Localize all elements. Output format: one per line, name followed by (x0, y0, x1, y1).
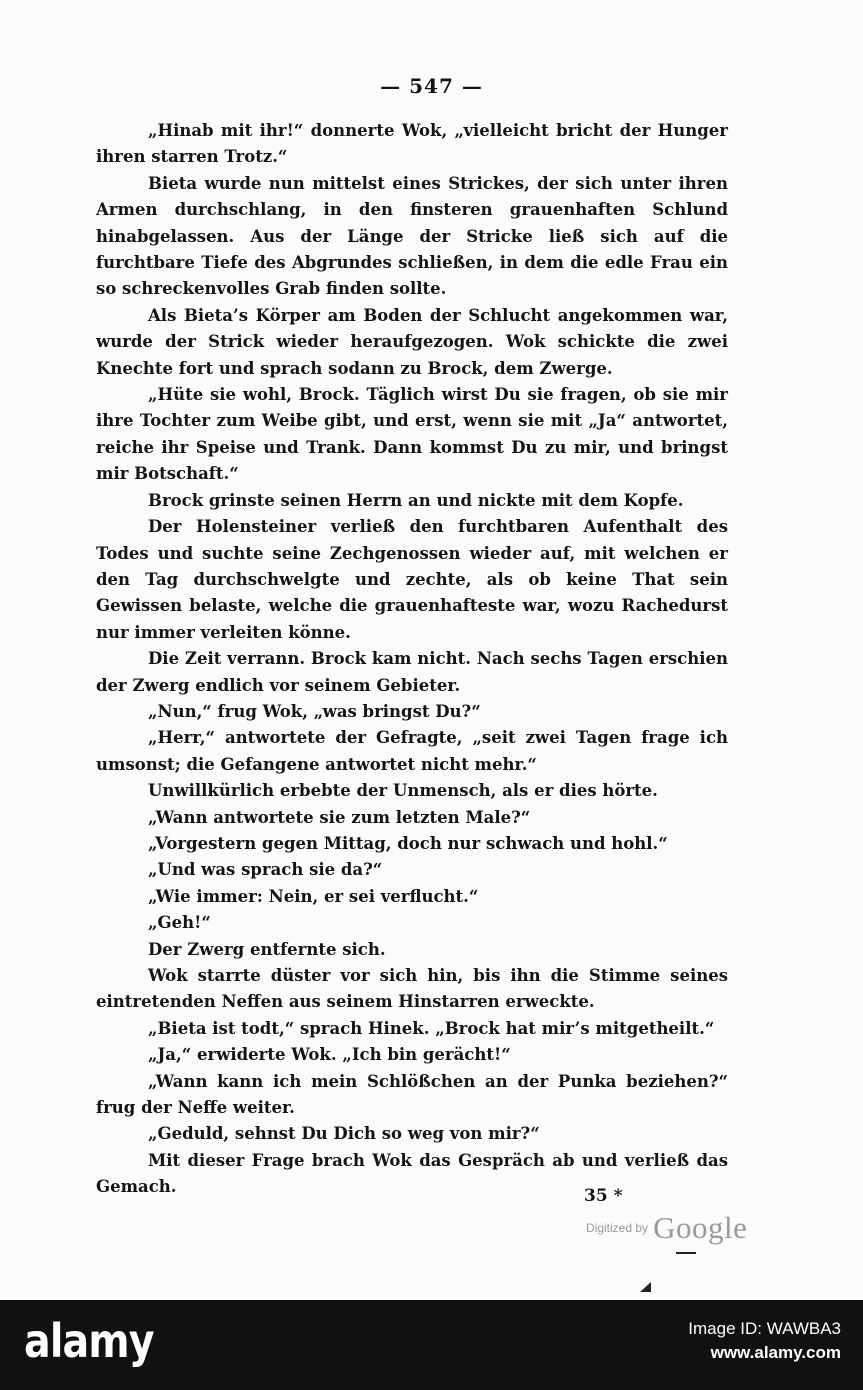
stock-watermark-bar (0, 1300, 863, 1390)
paragraph: Wok starrte düster vor sich hin, bis ihn die Stimme seines eintretenden Neffen aus seinem Hinstarren erweckte. (96, 966, 728, 1012)
paragraph: Der Holensteiner verließ den furchtbaren Aufenthalt des Todes und suchte seine Zechgenossen wieder auf, mit welchen er den Tag durchschwelgte und zechte, als ob keine That sein Gewissen belaste, welche die grauenhafteste war, wozu Rachedurst nur immer verleiten könne. (96, 517, 728, 642)
paragraph: Der Zwerg entfernte sich. (148, 939, 386, 959)
paragraph: „Hinab mit ihr!“ donnerte Wok, „vielleicht bricht der Hunger ihren starren Trotz.“ (96, 121, 728, 167)
paragraph: „Wann antwortete sie zum letzten Male?“ (148, 807, 531, 827)
paragraph: „Herr,“ antwortete der Gefragte, „seit zwei Tagen frage ich umsonst; die Gefangene antwortet nicht mehr.“ (96, 728, 728, 774)
alamy-logo: alamy (24, 1314, 154, 1368)
dash-mark (676, 1252, 696, 1254)
paragraph: „Wie immer: Nein, er sei verflucht.“ (148, 886, 479, 906)
site-url: www.alamy.com (710, 1343, 841, 1362)
signature-mark: 35 * (584, 1186, 623, 1206)
paragraph: Als Bieta’s Körper am Boden der Schlucht angekommen war, wurde der Strick wieder heraufgezogen. Wok schickte die zwei Knechte fort und sprach sodann zu Brock, dem Zwerge. (96, 305, 728, 378)
paragraph: „Vorgestern gegen Mittag, doch nur schwach und hohl.“ (148, 833, 668, 853)
paragraph: „Hüte sie wohl, Brock. Täglich wirst Du sie fragen, ob sie mir ihre Tochter zum Weibe gibt, und erst, wenn sie mit „Ja“ antwortet, reiche ihr Speise und Trank. Dann kommst Du zu mir, und bringst mir Botschaft.“ (96, 385, 728, 484)
paragraph: Brock grinste seinen Herrn an und nickte mit dem Kopfe. (148, 490, 684, 510)
body-text (96, 118, 728, 1201)
paragraph: „Wann kann ich mein Schlößchen an der Punka beziehen?“ frug der Neffe weiter. (96, 1071, 728, 1118)
image-id-label: Image ID: WAWBA3 (688, 1319, 841, 1338)
paragraph: „Und was sprach sie da?“ (148, 860, 383, 880)
corner-mark-icon (640, 1282, 652, 1292)
google-wordmark: Google (653, 1210, 748, 1245)
paragraph: Mit dieser Frage brach Wok das Gespräch ab und verließ das Gemach. (96, 1150, 728, 1197)
paragraph: Die Zeit verrann. Brock kam nicht. Nach sechs Tagen erschien der Zwerg endlich vor seinem Gebieter. (96, 649, 728, 695)
page-number: — 547 — (380, 74, 483, 98)
paragraph: „Nun,“ frug Wok, „was bringst Du?“ (148, 701, 481, 721)
paragraph: „Geh!“ (148, 913, 211, 933)
paragraph: „Geduld, sehnst Du Dich so weg von mir?“ (148, 1124, 540, 1144)
paragraph: Unwillkürlich erbebte der Unmensch, als er dies hörte. (148, 781, 658, 801)
paragraph: „Bieta ist todt,“ sprach Hinek. „Brock hat mir’s mitgetheilt.“ (148, 1018, 715, 1038)
paragraph: Bieta wurde nun mittelst eines Strickes, der sich unter ihren Armen durchschlang, in den finsteren grauenhaften Schlund hinabgelassen. Aus der Länge der Stricke ließ sich auf die furchtbare Tiefe des Abgrundes schließen, in dem die edle Frau ein so schreckenvolles Grab finden sollte. (96, 173, 728, 299)
paragraph: „Ja,“ erwiderte Wok. „Ich bin gerächt!“ (148, 1045, 511, 1065)
digitized-watermark (586, 1210, 747, 1246)
stock-image-info (688, 1318, 841, 1366)
digitized-by-label: Digitized by (586, 1221, 649, 1235)
